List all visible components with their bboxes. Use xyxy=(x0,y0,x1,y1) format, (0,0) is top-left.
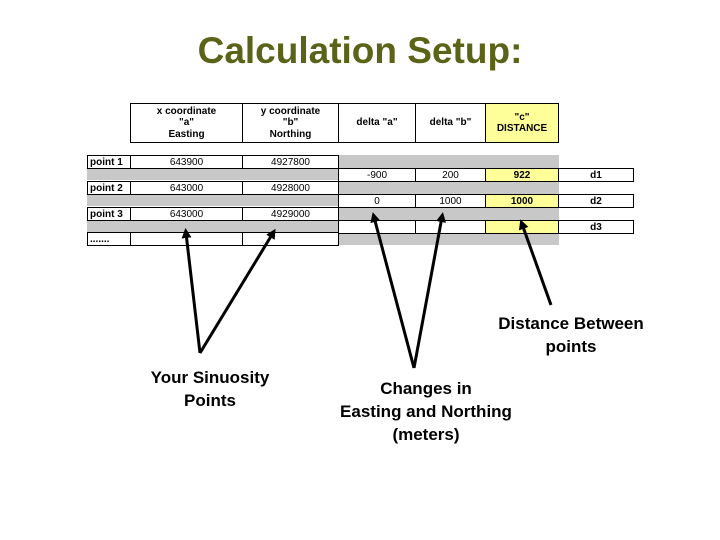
arrow-to-distance xyxy=(522,224,551,305)
cell-delta-b: 1000 xyxy=(415,194,486,208)
cell-d-label: d1 xyxy=(558,168,634,182)
cell-y: 4927800 xyxy=(242,155,339,169)
cell-d-label: d3 xyxy=(558,220,634,234)
cell-delta-a: 0 xyxy=(338,194,416,208)
header-delta-a: delta "a" xyxy=(338,103,416,143)
cell-distance: 922 xyxy=(485,168,559,182)
row-label: point 2 xyxy=(87,181,131,195)
cell-distance: 1000 xyxy=(485,194,559,208)
arrow-to-delta-a xyxy=(374,217,414,368)
label-sinuosity-points: Your Sinuosity Points xyxy=(150,368,270,410)
header-distance: "c" DISTANCE xyxy=(485,103,559,143)
header-y-coordinate: y coordinate "b" Northing xyxy=(242,103,339,143)
cell-delta-b: 200 xyxy=(415,168,486,182)
label-distance-between: Distance Between points xyxy=(498,314,644,356)
cell-y: 4928000 xyxy=(242,181,339,195)
label-changes: Changes in Easting and Northing (meters) xyxy=(340,379,512,444)
row-label: point 1 xyxy=(87,155,131,169)
arrow-to-delta-b xyxy=(414,217,442,368)
arrow-to-y-column xyxy=(200,233,273,353)
cell-d-label: d2 xyxy=(558,194,634,208)
cell-x: 643900 xyxy=(130,155,243,169)
header-delta-b: delta "b" xyxy=(415,103,486,143)
cell-x: 643000 xyxy=(130,207,243,221)
slide-title: Calculation Setup: xyxy=(197,30,523,71)
row-label: point 3 xyxy=(87,207,131,221)
cell-delta-a: -900 xyxy=(338,168,416,182)
header-x-coordinate: x coordinate "a" Easting xyxy=(130,103,243,143)
cell-y: 4929000 xyxy=(242,207,339,221)
cell-x: 643000 xyxy=(130,181,243,195)
arrow-to-x-column xyxy=(186,233,200,353)
row-label: ....... xyxy=(87,232,131,246)
